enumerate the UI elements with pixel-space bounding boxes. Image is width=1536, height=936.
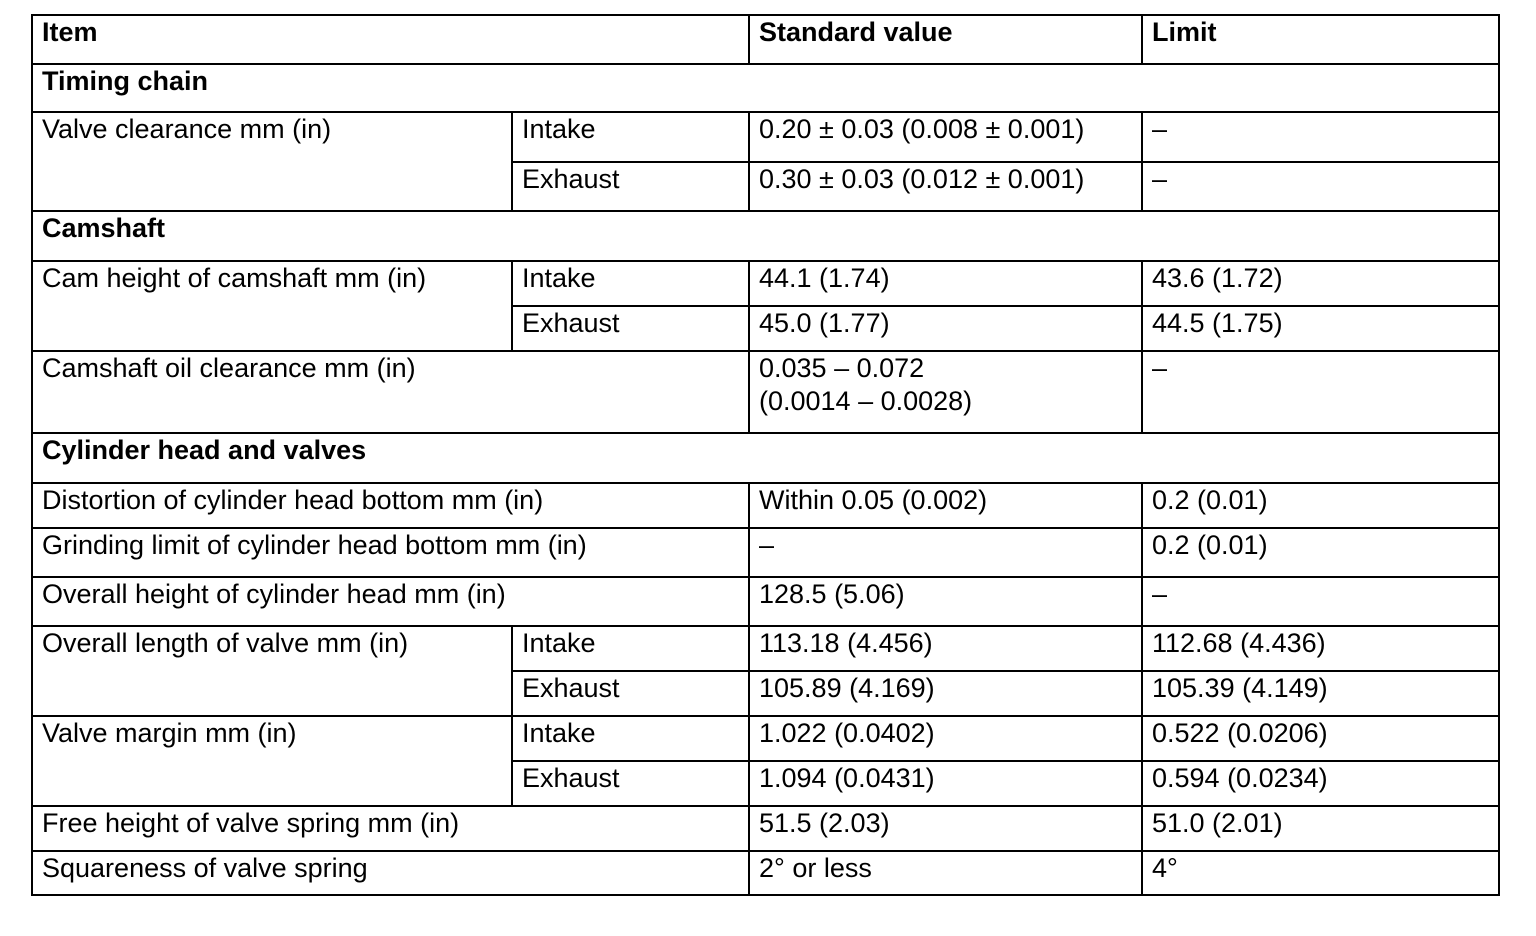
camshaft-oil-clearance-standard-line2: (0.0014 – 0.0028) [759, 386, 973, 416]
valve-margin-intake-standard: 1.022 (0.0402) [749, 716, 1142, 761]
cam-height-exhaust-standard: 45.0 (1.77) [749, 306, 1142, 351]
camshaft-oil-clearance-limit: – [1142, 351, 1499, 433]
overall-length-intake-label: Intake [512, 626, 749, 671]
overall-length-label: Overall length of valve mm (in) [32, 626, 512, 716]
camshaft-oil-clearance-standard-line1: 0.035 – 0.072 [759, 353, 925, 383]
table-row [32, 626, 1499, 671]
table-row [32, 261, 1499, 306]
grinding-limit-limit: 0.2 (0.01) [1142, 528, 1499, 577]
table-row [32, 806, 1499, 851]
valve-clearance-exhaust-limit: – [1142, 162, 1499, 211]
cam-height-intake-standard: 44.1 (1.74) [749, 261, 1142, 306]
valve-margin-exhaust-standard: 1.094 (0.0431) [749, 761, 1142, 806]
valve-clearance-label: Valve clearance mm (in) [32, 112, 512, 211]
section-cylinder-head: Cylinder head and valves [32, 433, 1499, 483]
table-row [32, 112, 1499, 162]
distortion-standard: Within 0.05 (0.002) [749, 483, 1142, 528]
table-row [32, 577, 1499, 626]
overall-height-standard: 128.5 (5.06) [749, 577, 1142, 626]
cam-height-exhaust-label: Exhaust [512, 306, 749, 351]
valve-margin-label: Valve margin mm (in) [32, 716, 512, 806]
overall-length-exhaust-limit: 105.39 (4.149) [1142, 671, 1499, 716]
limit-header: Limit [1142, 15, 1499, 64]
overall-length-exhaust-label: Exhaust [512, 671, 749, 716]
camshaft-oil-clearance-standard [749, 351, 1142, 433]
section-row [32, 433, 1499, 483]
cam-height-label: Cam height of camshaft mm (in) [32, 261, 512, 351]
squareness-label: Squareness of valve spring [32, 851, 749, 895]
free-height-limit: 51.0 (2.01) [1142, 806, 1499, 851]
section-camshaft: Camshaft [32, 211, 1499, 261]
standard-value-header: Standard value [749, 15, 1142, 64]
camshaft-oil-clearance-label: Camshaft oil clearance mm (in) [32, 351, 749, 433]
cam-height-exhaust-limit: 44.5 (1.75) [1142, 306, 1499, 351]
valve-margin-intake-limit: 0.522 (0.0206) [1142, 716, 1499, 761]
valve-clearance-intake-standard: 0.20 ± 0.03 (0.008 ± 0.001) [749, 112, 1142, 162]
section-row [32, 211, 1499, 261]
grinding-limit-label: Grinding limit of cylinder head bottom mm (in) [32, 528, 749, 577]
section-row [32, 64, 1499, 112]
valve-margin-intake-label: Intake [512, 716, 749, 761]
squareness-standard: 2° or less [749, 851, 1142, 895]
section-timing-chain: Timing chain [32, 64, 1499, 112]
squareness-limit: 4° [1142, 851, 1499, 895]
table-row [32, 351, 1499, 433]
table-row [32, 851, 1499, 895]
cam-height-intake-label: Intake [512, 261, 749, 306]
distortion-label: Distortion of cylinder head bottom mm (in) [32, 483, 749, 528]
distortion-limit: 0.2 (0.01) [1142, 483, 1499, 528]
valve-clearance-exhaust-label: Exhaust [512, 162, 749, 211]
table-row [32, 716, 1499, 761]
header-row [32, 15, 1499, 64]
table-row [32, 483, 1499, 528]
grinding-limit-standard: – [749, 528, 1142, 577]
cam-height-intake-limit: 43.6 (1.72) [1142, 261, 1499, 306]
overall-height-label: Overall height of cylinder head mm (in) [32, 577, 749, 626]
overall-length-exhaust-standard: 105.89 (4.169) [749, 671, 1142, 716]
overall-height-limit: – [1142, 577, 1499, 626]
item-header: Item [32, 15, 749, 64]
specifications-table [31, 14, 1500, 896]
valve-clearance-exhaust-standard: 0.30 ± 0.03 (0.012 ± 0.001) [749, 162, 1142, 211]
free-height-label: Free height of valve spring mm (in) [32, 806, 749, 851]
valve-clearance-intake-label: Intake [512, 112, 749, 162]
free-height-standard: 51.5 (2.03) [749, 806, 1142, 851]
table-row [32, 528, 1499, 577]
valve-margin-exhaust-limit: 0.594 (0.0234) [1142, 761, 1499, 806]
valve-margin-exhaust-label: Exhaust [512, 761, 749, 806]
overall-length-intake-standard: 113.18 (4.456) [749, 626, 1142, 671]
valve-clearance-intake-limit: – [1142, 112, 1499, 162]
overall-length-intake-limit: 112.68 (4.436) [1142, 626, 1499, 671]
